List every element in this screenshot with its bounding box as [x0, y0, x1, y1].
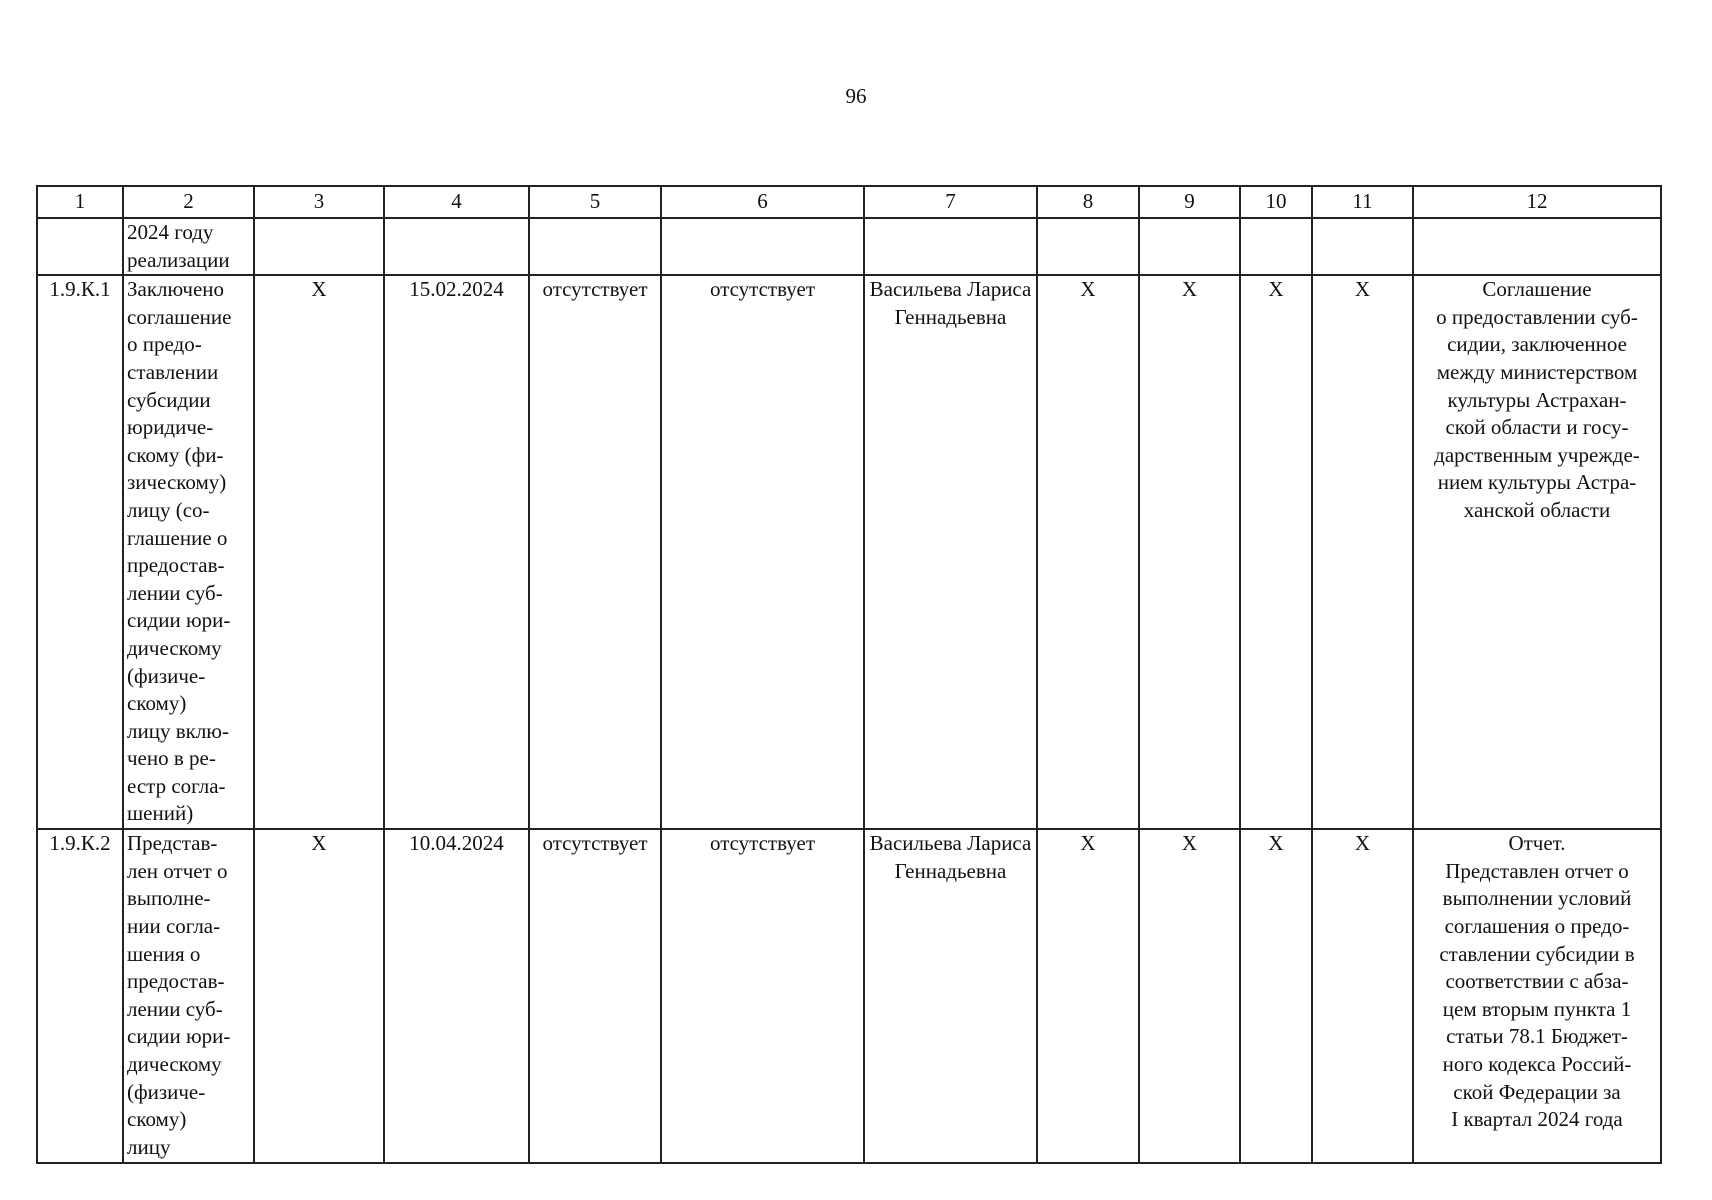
- row-id-cell: 1.9.К.1: [37, 275, 123, 829]
- document-line: статьи 78.1 Бюджет-: [1446, 1024, 1628, 1049]
- document-line: Отчет.: [1508, 831, 1566, 856]
- document-line: ской области и госу-: [1445, 415, 1629, 440]
- event-name-line: о предо-: [127, 332, 202, 357]
- document-line: Соглашение: [1482, 277, 1592, 302]
- document-line: дарственным учрежде-: [1434, 442, 1640, 467]
- event-name-line: сидии юри-: [127, 608, 231, 633]
- col11-cell: [1312, 218, 1413, 275]
- event-name-line: предостав-: [127, 553, 225, 578]
- col8-cell: X: [1037, 275, 1139, 829]
- event-name-line: лен отчет о: [127, 858, 228, 883]
- event-name-cell: [123, 218, 254, 275]
- date-cell: [384, 218, 529, 275]
- table-row: [37, 829, 1661, 1163]
- column-header: 2: [123, 186, 254, 218]
- document-cell: [1413, 829, 1661, 1163]
- event-name-line: зическому): [127, 470, 227, 495]
- event-name-line: шений): [127, 801, 194, 826]
- col6-cell: отсутствует: [661, 275, 864, 829]
- col11-cell: X: [1312, 275, 1413, 829]
- column-header-row: [37, 186, 1661, 218]
- document-cell: [1413, 218, 1661, 275]
- event-name-line: скому (фи-: [127, 442, 224, 467]
- event-name-line: Заключено: [127, 277, 225, 302]
- document-line: культуры Астрахан-: [1447, 387, 1627, 412]
- document-line: цем вторым пункта 1: [1442, 996, 1632, 1021]
- event-name-line: дическому: [127, 1051, 222, 1076]
- document-line: нием культуры Астра-: [1437, 470, 1637, 495]
- column-header: 9: [1139, 186, 1240, 218]
- event-name-line: сидии юри-: [127, 1024, 231, 1049]
- col5-cell: [529, 218, 661, 275]
- event-name-line: 2024 году: [127, 220, 214, 244]
- event-name-line: лении суб-: [127, 580, 223, 605]
- date-cell: 15.02.2024: [384, 275, 529, 829]
- event-name-line: глашение о: [127, 525, 228, 550]
- document-line: сидии, заключенное: [1447, 332, 1627, 357]
- col3-cell: X: [254, 829, 384, 1163]
- document-line: о предоставлении суб-: [1436, 304, 1638, 329]
- col6-cell: [661, 218, 864, 275]
- table-body: [37, 218, 1661, 1163]
- responsible-cell: Васильева Лариса Геннадьевна: [864, 829, 1037, 1163]
- event-name-line: лицу вклю-: [127, 718, 229, 743]
- col10-cell: X: [1240, 829, 1312, 1163]
- event-name-line: естр согла-: [127, 773, 226, 798]
- column-header: 4: [384, 186, 529, 218]
- col10-cell: [1240, 218, 1312, 275]
- event-name-cell: [123, 275, 254, 829]
- col8-cell: [1037, 218, 1139, 275]
- event-name-line: выполне-: [127, 886, 211, 911]
- event-name-line: реализации: [127, 247, 230, 272]
- row-id-cell: [37, 218, 123, 275]
- col5-cell: отсутствует: [529, 829, 661, 1163]
- document-line: выполнении условий: [1442, 886, 1632, 911]
- col5-cell: отсутствует: [529, 275, 661, 829]
- event-name-line: соглашение: [127, 304, 232, 329]
- column-header: 5: [529, 186, 661, 218]
- document-line: ханской области: [1463, 497, 1611, 522]
- event-name-line: юридиче-: [127, 415, 214, 440]
- column-header: 10: [1240, 186, 1312, 218]
- event-name-line: лении суб-: [127, 996, 223, 1021]
- column-header: 12: [1413, 186, 1661, 218]
- column-header: 6: [661, 186, 864, 218]
- document-line: ской Федерации за: [1453, 1079, 1621, 1104]
- event-name-line: ставлении: [127, 359, 219, 384]
- event-name-line: скому): [127, 691, 187, 716]
- event-name-line: Представ-: [127, 831, 218, 856]
- col6-cell: отсутствует: [661, 829, 864, 1163]
- event-name-line: лицу: [127, 1134, 171, 1159]
- date-cell: 10.04.2024: [384, 829, 529, 1163]
- column-header: 11: [1312, 186, 1413, 218]
- document-line: Представлен отчет о: [1445, 858, 1629, 883]
- event-name-line: чено в ре-: [127, 746, 216, 771]
- event-name-line: нии согла-: [127, 913, 221, 938]
- document-line: ставлении субсидии в: [1439, 941, 1635, 966]
- table-row: [37, 275, 1661, 829]
- responsible-cell: Васильева Лариса Геннадьевна: [864, 275, 1037, 829]
- page-number: 96: [845, 84, 867, 108]
- document-line: ного кодекса Россий-: [1442, 1051, 1632, 1076]
- table-row: [37, 218, 1661, 275]
- row-id-cell: 1.9.К.2: [37, 829, 123, 1163]
- col3-cell: X: [254, 275, 384, 829]
- event-name-line: субсидии: [127, 387, 211, 412]
- document-line: соответствии с абза-: [1445, 969, 1629, 994]
- report-table: [36, 185, 1662, 1164]
- document-cell: [1413, 275, 1661, 829]
- event-name-line: скому): [127, 1107, 187, 1132]
- event-name-line: шения о: [127, 941, 201, 966]
- document-line: между министерством: [1436, 359, 1638, 384]
- column-header: 1: [37, 186, 123, 218]
- responsible-cell: [864, 218, 1037, 275]
- col10-cell: X: [1240, 275, 1312, 829]
- document-line: соглашения о предо-: [1444, 913, 1630, 938]
- col8-cell: X: [1037, 829, 1139, 1163]
- event-name-line: лицу (со-: [127, 497, 210, 522]
- col3-cell: [254, 218, 384, 275]
- column-header: 3: [254, 186, 384, 218]
- event-name-line: дическому: [127, 635, 222, 660]
- document-line: I квартал 2024 года: [1451, 1107, 1623, 1132]
- col9-cell: X: [1139, 275, 1240, 829]
- col11-cell: X: [1312, 829, 1413, 1163]
- event-name-line: предостав-: [127, 969, 225, 994]
- column-header: 7: [864, 186, 1037, 218]
- event-name-line: (физиче-: [127, 663, 206, 688]
- col9-cell: X: [1139, 829, 1240, 1163]
- event-name-line: (физиче-: [127, 1079, 206, 1104]
- col9-cell: [1139, 218, 1240, 275]
- column-header: 8: [1037, 186, 1139, 218]
- event-name-cell: [123, 829, 254, 1163]
